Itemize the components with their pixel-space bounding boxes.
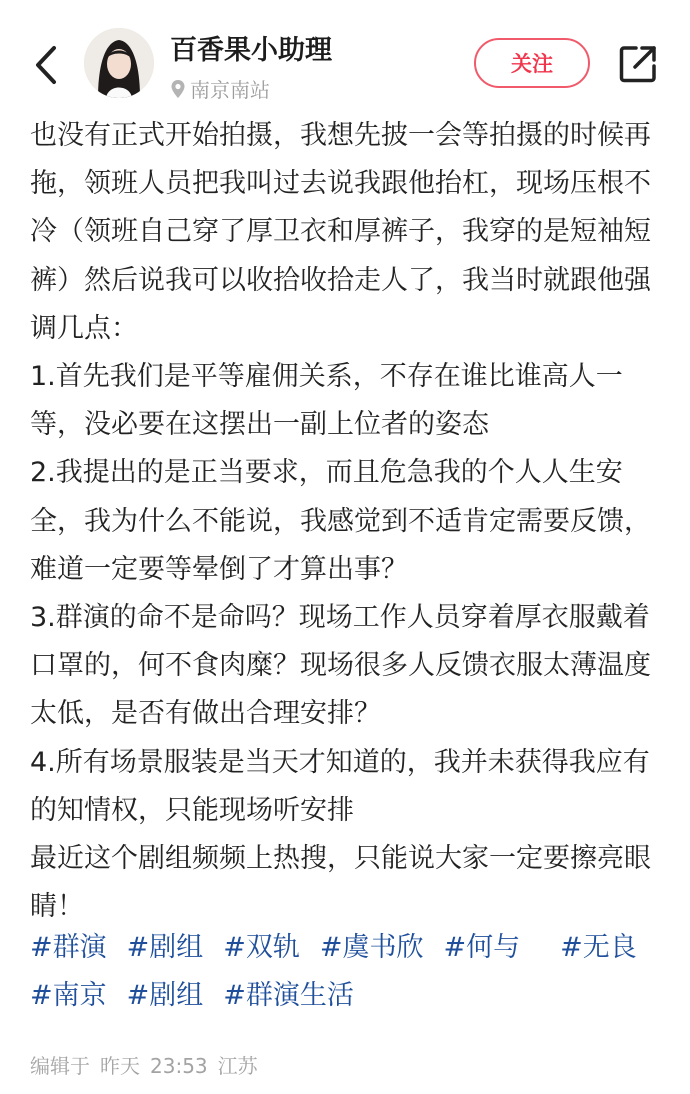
back-arrow-icon (26, 40, 66, 90)
post-region: 江苏 (217, 1054, 258, 1078)
post-paragraph: 1.首先我们是平等雇佣关系，不存在谁比谁高人一等，没必要在这摆出一副上位者的姿态 (30, 361, 623, 441)
post-time: 23:53 (150, 1054, 208, 1078)
post-paragraph: 4.所有场景服装是当天才知道的，我并未获得我应有的知情权，只能现场听安排 (30, 746, 650, 826)
post-date: 昨天 (100, 1054, 140, 1078)
hashtag-list (30, 924, 670, 1020)
hashtag[interactable]: #群演 (30, 932, 107, 963)
back-button[interactable] (26, 40, 66, 90)
follow-button[interactable]: 关注 (474, 38, 590, 88)
share-icon (616, 42, 660, 86)
hashtag[interactable]: #群演生活 (223, 980, 354, 1011)
post-paragraph: 最近这个剧组频频上热搜，只能说大家一定要擦亮眼睛！ (30, 843, 651, 923)
post-header (0, 0, 690, 110)
hashtag[interactable]: #何与 (443, 932, 521, 963)
hashtag[interactable]: #虞书欣 (319, 932, 424, 963)
location-pin-icon (170, 79, 186, 99)
location-text: 南京南站 (190, 78, 270, 102)
hashtag[interactable]: #剧组 (126, 932, 204, 963)
post-paragraph: 2.我提出的是正当要求，而且危急我的个人人生安全，我为什么不能说，我感觉到不适肯定需要反馈，难道一定要等晕倒了才算出事？ (30, 457, 651, 585)
post-meta (30, 1050, 268, 1079)
post-content (30, 112, 670, 931)
post-paragraph: 3.群演的命不是命吗？现场工作人员穿着厚衣服戴着口罩的，何不食肉糜？现场很多人反馈衣服太薄温度太低，是否有做出合理安排？ (30, 602, 651, 730)
username[interactable]: 百香果小助理 (170, 35, 332, 66)
avatar[interactable] (84, 28, 154, 98)
location (170, 74, 270, 103)
hashtag[interactable]: #南京 (30, 980, 107, 1011)
hashtag[interactable]: #双轨 (223, 932, 300, 963)
edited-label: 编辑于 (30, 1054, 90, 1078)
hashtag[interactable]: #无良 (560, 932, 637, 963)
share-button[interactable] (616, 42, 660, 86)
post-paragraph: 也没有正式开始拍摄，我想先披一会等拍摄的时候再拖，领班人员把我叫过去说我跟他抬杠，现场压根不冷（领班自己穿了厚卫衣和厚裤子，我穿的是短袖短裤）然后说我可以收拾收拾走人了，我当时就跟他强调几点： (30, 120, 651, 344)
hashtag[interactable]: #剧组 (126, 980, 204, 1011)
